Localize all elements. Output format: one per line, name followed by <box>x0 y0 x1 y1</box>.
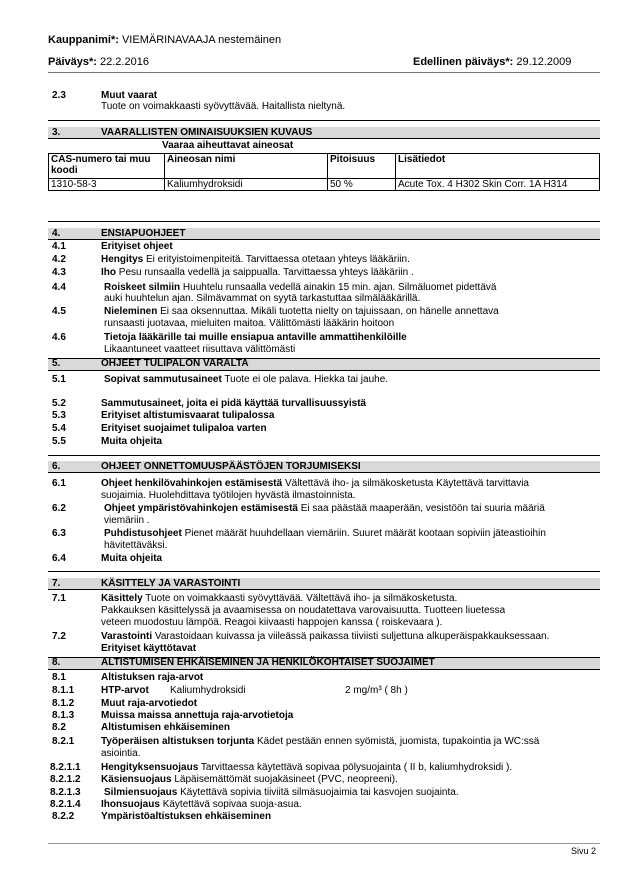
item-body-cont: veteen muodostuu lämpöä. Reagoi kiivaasti happojen kanssa ( roiskevaara ). <box>101 617 443 628</box>
prev-date-label: Edellinen päiväys*: <box>413 56 514 68</box>
item-body: Käytettävä sopivaa suoja-asua. <box>162 799 302 810</box>
conc-cell: 50 % <box>328 179 396 191</box>
item-label: Ohjeet henkilövahinkojen estämisestä <box>101 478 283 489</box>
item-number: 8.2.1 <box>52 736 75 747</box>
item-number: 8.1.3 <box>52 710 75 721</box>
item-number: 4.6 <box>52 332 66 343</box>
ingredients-table <box>48 153 600 191</box>
item-number: 6.1 <box>52 478 66 489</box>
prev-date-line <box>413 56 571 68</box>
item-text <box>101 478 529 490</box>
cas-cell: 1310-58-3 <box>49 179 165 191</box>
item-body: Ei saa oksennuttaa. Mikäli tuotetta nielty on tajuissaan, on hänelle annettava <box>160 306 499 317</box>
item-text <box>101 762 512 774</box>
item-number: 4.5 <box>52 306 66 317</box>
footer-divider <box>48 843 600 844</box>
item-label: Roiskeet silmiin <box>104 282 181 293</box>
item-body-cont: Pakkauksen käsittelyssä ja avaamisessa on noudatettava varovaisuutta. Tuotteen liuetessa <box>101 605 506 616</box>
item-number: 8.2 <box>52 722 66 733</box>
col-conc-header: Pitoisuus <box>328 154 396 179</box>
item-text <box>101 593 457 605</box>
item-body: Ei erityistoimenpiteitä. Tarvittaessa otetaan yhteys lääkäriin. <box>146 254 410 265</box>
item-body-cont: hävitettäväksi. <box>104 540 168 551</box>
item-body-cont: auki huuhtelun ajan. Silmävammat on syytä tarkastuttaa silmälääkärillä. <box>104 293 421 304</box>
item-body: Vältettävä iho- ja silmäkosketusta Käytettävä tarvittavia <box>284 478 529 489</box>
limit-value: 2 mg/m³ ( 8h ) <box>345 685 408 696</box>
item-title: Muut raja-arvotiedot <box>101 698 198 709</box>
section-3-number: 3. <box>52 127 61 138</box>
item-text <box>104 374 388 386</box>
item-body: Kädet pestään ennen syömistä, juomista, tupakointia ja WC:ssä <box>256 736 540 747</box>
section-8-title: ALTISTUMISEN EHKÄISEMINEN JA HENKILÖKOHTAISET SUOJAIMET <box>101 657 435 668</box>
item-body: Läpäisemättömät suojakäsineet (PVC, neopreeni). <box>174 774 398 785</box>
date-label: Päiväys*: <box>48 56 97 68</box>
item-number: 8.1.1 <box>52 685 75 696</box>
section-7-number: 7. <box>52 578 61 589</box>
item-text <box>101 267 414 279</box>
item-number: 5.4 <box>52 423 66 434</box>
table-header-row <box>49 154 600 179</box>
item-number: 8.2.1.2 <box>50 774 81 785</box>
section-5-number: 5. <box>52 358 61 369</box>
item-body: Pienet määrät huuhdellaan viemäriin. Suuret määrät kootaan sopiviin jäteastioihin <box>184 528 546 539</box>
item-number: 6.4 <box>52 553 66 564</box>
item-body-cont: asiointia. <box>101 748 141 759</box>
section-7-title: KÄSITTELY JA VARASTOINTI <box>101 578 241 589</box>
item-text <box>101 631 549 643</box>
trade-name-label: Kauppanimi*: <box>48 34 119 46</box>
item-title: Sammutusaineet, joita ei pidä käyttää turvallisuussyistä <box>101 398 367 409</box>
name-cell: Kaliumhydroksidi <box>165 179 328 191</box>
item-text <box>104 306 499 318</box>
item-title: Muita ohjeita <box>101 553 163 564</box>
item-number: 8.2.1.1 <box>50 762 81 773</box>
item-number: 8.2.1.3 <box>50 787 81 798</box>
page-number: Sivu 2 <box>571 846 597 856</box>
section-6-title: OHJEET ONNETTOMUUSPÄÄSTÖJEN TORJUMISEKSI <box>101 461 361 472</box>
header-divider <box>48 72 600 73</box>
item-number: 5.1 <box>52 374 66 385</box>
item-text <box>101 254 410 266</box>
item-number: 5.3 <box>52 410 66 421</box>
section-divider <box>48 120 600 121</box>
item-number: 4.1 <box>52 241 66 252</box>
item-number: 8.1 <box>52 672 66 683</box>
item-title: Erityiset altistumisvaarat tulipalossa <box>101 410 275 421</box>
section-text: Tuote on voimakkaasti syövyttävää. Haitallista nieltynä. <box>101 101 346 112</box>
item-body-cont: runsaasti juotavaa, mieluiten maitoa. Välittömästi lääkärin hoitoon <box>104 318 395 329</box>
item-title: Erityiset ohjeet <box>101 241 173 252</box>
item-number: 4.3 <box>52 267 66 278</box>
col-cas-header: CAS-numero tai muu koodi <box>49 154 165 179</box>
section-title: Muut vaarat <box>101 90 158 101</box>
item-title: Tietoja lääkärille tai muille ensiapua antaville ammattihenkilöille <box>104 332 407 343</box>
section-6-number: 6. <box>52 461 61 472</box>
item-number: 4.2 <box>52 254 66 265</box>
item-label: Käsiensuojaus <box>101 774 172 785</box>
item-number: 6.3 <box>52 528 66 539</box>
item-body-cont: viemäriin . <box>104 515 150 526</box>
item-number: 5.2 <box>52 398 66 409</box>
section-divider <box>48 221 600 222</box>
info-cell: Acute Tox. 4 H302 Skin Corr. 1A H314 <box>396 179 600 191</box>
section-divider <box>48 455 600 456</box>
item-body: Tarvittaessa käytettävä sopivaa pölysuojainta ( II b, kaliumhydroksidi ). <box>200 762 513 773</box>
item-label: Sopivat sammutusaineet <box>104 374 222 385</box>
item-number: 8.1.2 <box>52 698 75 709</box>
trade-name: VIEMÄRINAVAAJA nestemäinen <box>121 34 282 46</box>
item-body: Käytettävä sopivia tiiviitä silmäsuojaimia tai kasvojen suojainta. <box>180 787 459 798</box>
item-body-cont: Likaantuneet vaatteet riisuttava välittömästi <box>104 344 296 355</box>
item-body: Huuhtelu runsaalla vedellä ainakin 15 min. ajan. Silmäluomet pidettävä <box>182 282 497 293</box>
date-value: 22.2.2016 <box>100 56 149 68</box>
item-text <box>104 503 545 515</box>
item-body: Tuote ei ole palava. Hiekka tai jauhe. <box>224 374 389 385</box>
hazardous-components-subtitle: Vaaraa aiheuttavat aineosat <box>162 140 294 151</box>
item-text <box>101 774 398 786</box>
section-8-number: 8. <box>52 657 61 668</box>
item-body: Varastoidaan kuivassa ja viileässä paikassa tiiviisti suljettuna alkuperäispakkauksessaan. <box>154 631 550 642</box>
item-title: Ympäristöaltistuksen ehkäiseminen <box>101 811 272 822</box>
item-title: Erityiset suojaimet tulipaloa varten <box>101 423 267 434</box>
item-number: 4.4 <box>52 282 66 293</box>
item-title: Altistuksen raja-arvot <box>101 672 204 683</box>
date-line <box>48 56 149 68</box>
item-number: 7.1 <box>52 593 66 604</box>
item-body: Ei saa päästää maaperään, vesistöön tai suuria määriä <box>300 503 545 514</box>
item-label: HTP-arvot <box>101 685 149 696</box>
item-number: 5.5 <box>52 436 66 447</box>
item-body: Pesu runsaalla vedellä ja saippualla. Tarvittaessa yhteys lääkäriin . <box>118 267 414 278</box>
item-label: Ihonsuojaus <box>101 799 160 810</box>
item-text <box>104 528 546 540</box>
item-label: Hengityksensuojaus <box>101 762 199 773</box>
item-label: Hengitys <box>101 254 144 265</box>
section-5-title: OHJEET TULIPALON VARALTA <box>101 358 249 369</box>
trade-name-line <box>48 34 281 46</box>
section-4-number: 4. <box>52 228 61 239</box>
item-number: 8.2.1.4 <box>50 799 81 810</box>
item-label: Ohjeet ympäristövahinkojen estämisestä <box>104 503 298 514</box>
item-label: Varastointi <box>101 631 153 642</box>
item-label: Puhdistusohjeet <box>104 528 182 539</box>
item-body-cont: suojaimia. Huolehdittava työtilojen hyvästä ilmastoinnista. <box>101 490 356 501</box>
item-body: Tuote on voimakkaasti syövyttävää. Vältettävä iho- ja silmäkosketusta. <box>145 593 458 604</box>
item-text <box>101 736 539 748</box>
item-number: 7.2 <box>52 631 66 642</box>
item-number: 8.2.2 <box>52 811 75 822</box>
item-label: Nieleminen <box>104 306 158 317</box>
item-label: Työperäisen altistuksen torjunta <box>101 736 255 747</box>
item-text <box>101 799 302 811</box>
item-title: Altistumisen ehkäiseminen <box>101 722 230 733</box>
item-title: Muita ohjeita <box>101 436 163 447</box>
substance-name: Kaliumhydroksidi <box>170 685 246 696</box>
col-info-header: Lisätiedot <box>396 154 600 179</box>
section-4-title: ENSIAPUOHJEET <box>101 228 186 239</box>
item-text <box>104 787 459 799</box>
col-name-header: Aineosan nimi <box>165 154 328 179</box>
item-title: Muissa maissa annettuja raja-arvotietoja <box>101 710 294 721</box>
item-label: Iho <box>101 267 116 278</box>
section-divider <box>48 571 600 572</box>
item-label: Silmiensuojaus <box>104 787 178 798</box>
section-number: 2.3 <box>52 90 66 101</box>
item-label: Käsittely <box>101 593 143 604</box>
prev-date-value: 29.12.2009 <box>516 56 572 68</box>
section-3-title: VAARALLISTEN OMINAISUUKSIEN KUVAUS <box>101 127 313 138</box>
table-row <box>49 179 600 191</box>
item-number: 6.2 <box>52 503 66 514</box>
item-title: Erityiset käyttötavat <box>101 643 197 654</box>
